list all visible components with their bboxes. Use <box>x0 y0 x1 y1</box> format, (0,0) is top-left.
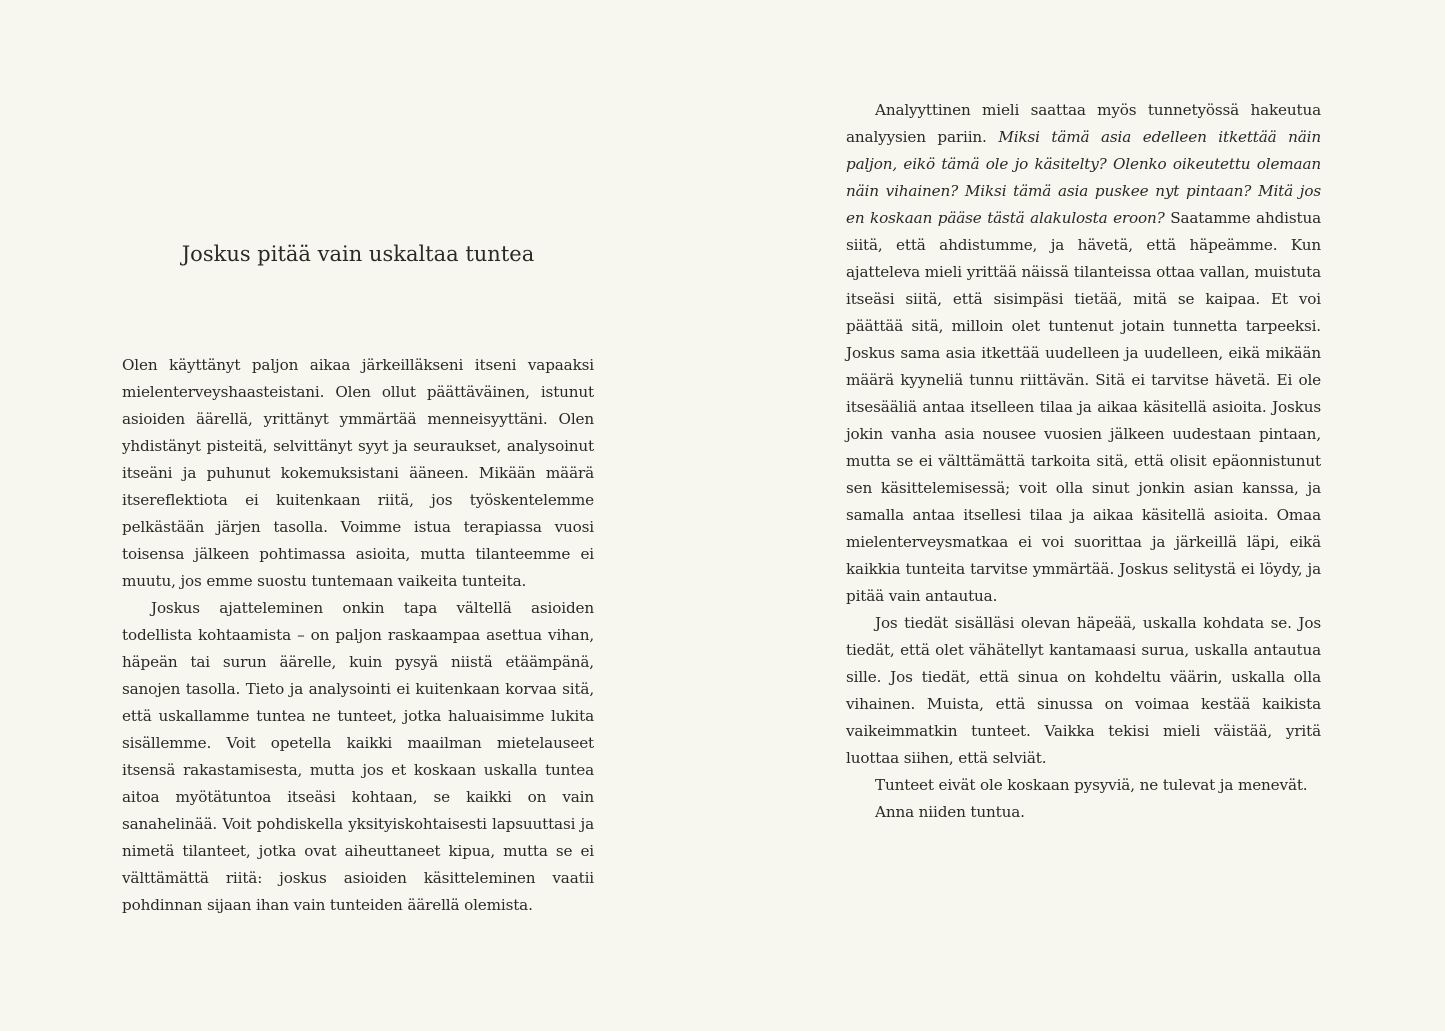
paragraph: Tunteet eivät ole koskaan pysyviä, ne tulevat ja menevät. <box>875 776 1308 794</box>
paragraph-text: Analyyttinen mieli saattaa myös tunnetyössä hakeutua analyysien pariin. <box>846 101 1321 146</box>
right-page-body <box>846 97 1321 826</box>
paragraph: Joskus ajatteleminen onkin tapa vältellä asioiden todellista kohtaamista – on paljon raskaampaa asettua vihan, häpeän tai surun äärelle, kuin pysyä niistä etäämpänä, sanojen tasolla. Tieto ja analysointi ei kuitenkaan korvaa sitä, että uskallamme tuntea ne tunteet, jotka haluaisimme lukita sisällemme. Voit opetella kaikki maailman mietelauseet itsensä rakastamisesta, mutta jos et koskaan uskalla tuntea aitoa myötätuntoa itseäsi kohtaan, se kaikki on vain sanahelinää. Voit pohdiskella yksityiskohtaisesti lapsuuttasi ja nimetä tilanteet, jotka ovat aiheuttaneet kipua, mutta se ei välttämättä riitä: joskus asioiden käsitteleminen vaatii pohdinnan sijaan ihan vain tunteiden äärellä olemista. <box>122 599 594 914</box>
paragraph: Olen käyttänyt paljon aikaa järkeilläkseni itseni vapaaksi mielenterveyshaasteistani. Olen ollut päättäväinen, istunut asioiden äärellä, yrittänyt ymmärtää menneisyyttäni. Olen yhdistänyt pisteitä, selvittänyt syyt ja seuraukset, analysoinut itseäni ja puhunut kokemuksistani ääneen. Mikään määrä itsereflektiota ei kuitenkaan riitä, jos työskentelemme pelkästään järjen tasolla. Voimme istua terapiassa vuosi toisensa jälkeen pohtimassa asioita, mutta tilanteemme ei muutu, jos emme suostu tuntemaan vaikeita tunteita. <box>122 356 594 590</box>
paragraph: Jos tiedät sisälläsi olevan häpeää, uskalla kohdata se. Jos tiedät, että olet vähätellyt kantamaasi surua, uskalla antautua sille. Jos tiedät, että sinua on kohdeltu väärin, uskalla olla vihainen. Muista, että sinussa on voimaa kestää kaikista vaikeimmatkin tunteet. Vaikka tekisi mieli väistää, yritä luottaa siihen, että selviät. <box>846 614 1321 767</box>
paragraph: Anna niiden tuntua. <box>875 803 1025 821</box>
chapter-title: Joskus pitää vain uskaltaa tuntea <box>181 242 535 266</box>
italic-questions: Miksi tämä asia edelleen itkettää näin paljon, eikö tämä ole jo käsitelty? Olenko oikeutettu olemaan näin vihainen? Miksi tämä asia puskee nyt pintaan? Mitä jos en koskaan pääse tästä alakulosta eroon? <box>846 128 1322 227</box>
paragraph <box>846 97 1321 610</box>
left-page-body <box>122 352 594 919</box>
paragraph-text: Saatamme ahdistua siitä, että ahdistumme, ja hävetä, että häpeämme. Kun ajatteleva mieli yrittää näissä tilanteissa ottaa vallan, muistuta itseäsi siitä, että sisimpäsi tietää, mitä se kaipaa. Et voi päättää sitä, milloin olet tuntenut jotain tunnetta tarpeeksi. Joskus sama asia itkettää uudelleen ja uudelleen, eikä mikään määrä kyyneliä tunnu riittävän. Sitä ei tarvitse hävetä. Ei ole itsesääliä antaa itselleen tilaa ja aikaa käsitellä asioita. Joskus jokin vanha asia nousee vuosien jälkeen uudestaan pintaan, mutta se ei välttämättä tarkoita sitä, että olisit epäonnistunut sen käsittelemisessä; voit olla sinut jonkin asian kanssa, ja samalla antaa itsellesi tilaa ja aikaa käsitellä asioita. Omaa mielenterveysmatkaa ei voi suorittaa ja järkeillä läpi, eikä kaikkia tunteita tarvitse ymmärtää. Joskus selitystä ei löydy, ja pitää vain antautua. <box>846 209 1321 605</box>
